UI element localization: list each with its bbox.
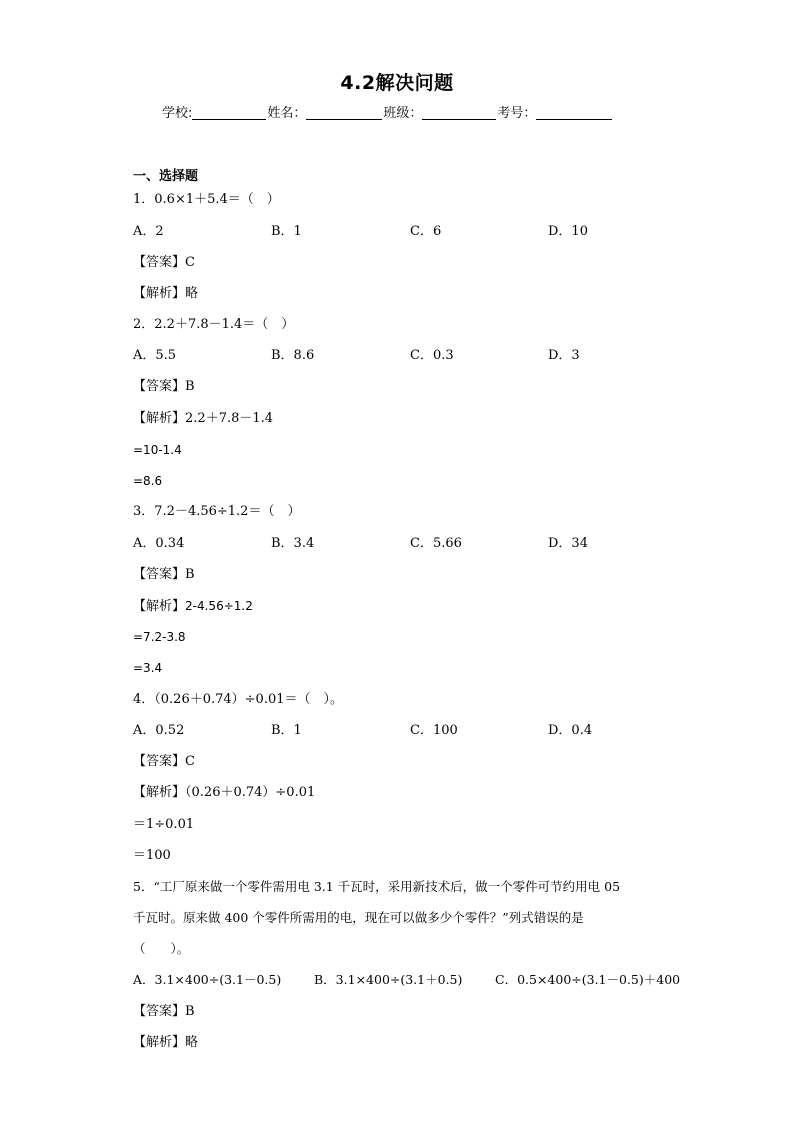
question-2-option-b: B．8.6 [271, 348, 315, 363]
question-2-option-a: A．5.5 [133, 348, 177, 363]
name-label: 姓名： [267, 106, 307, 121]
answer-value: B [185, 567, 195, 582]
question-2-analysis-step: =8.6 [133, 474, 163, 488]
question-2-answer [133, 378, 195, 396]
analysis-tag: 【解析】 [133, 785, 186, 800]
question-5-answer [133, 1003, 195, 1021]
page-title: 4.2解决问题 [340, 72, 454, 94]
question-3-analysis-step: =7.2-3.8 [133, 630, 186, 644]
name-blank [306, 105, 382, 120]
answer-tag: 【答案】 [133, 754, 186, 769]
student-info-line [162, 102, 613, 121]
question-5-option-a: A．3.1×400÷(3.1－0.5) [133, 972, 282, 987]
question-5-stem-line: 5．“工厂原来做一个零件需用电 3.1 千瓦时，采用新技术后，做一个零件可节约用电 05 [133, 879, 621, 894]
question-4-analysis-step: ＝1÷0.01 [133, 817, 195, 832]
section-title: 一、选择题 [133, 169, 199, 184]
question-3-answer [133, 566, 195, 584]
question-3-analysis-step: =3.4 [133, 661, 163, 675]
question-2-analysis [133, 410, 273, 428]
answer-value: C [185, 754, 195, 769]
question-3-option-b: B．3.4 [271, 536, 315, 551]
question-4-option-b: B．1 [271, 723, 302, 738]
question-1-stem: 1．0.6×1＋5.4＝（ ） [133, 192, 280, 207]
question-3-option-d: D．34 [548, 536, 588, 551]
question-1-answer [133, 254, 195, 272]
question-3-analysis [133, 597, 253, 616]
answer-value: B [185, 379, 195, 394]
answer-value: C [185, 255, 195, 270]
analysis-text: 略 [185, 1035, 199, 1050]
analysis-tag: 【解析】 [133, 286, 186, 301]
analysis-tag: 【解析】 [133, 599, 186, 614]
question-4-option-d: D．0.4 [548, 723, 593, 738]
school-label: 学校: [162, 106, 193, 121]
analysis-text: 2-4.56÷1.2 [185, 599, 253, 613]
analysis-tag: 【解析】 [133, 1035, 186, 1050]
answer-value: B [185, 1004, 195, 1019]
question-4-analysis [133, 784, 315, 802]
question-4-answer [133, 753, 195, 771]
answer-tag: 【答案】 [133, 255, 186, 270]
question-2-analysis-step: =10-1.4 [133, 443, 182, 457]
analysis-text: （0.26＋0.74）÷0.01 [185, 785, 316, 800]
analysis-text: 2.2＋7.8－1.4 [185, 411, 274, 426]
exam-no-blank [536, 105, 612, 120]
question-3-option-a: A．0.34 [133, 536, 185, 551]
question-3-option-c: C．5.66 [410, 536, 462, 551]
question-4-stem: 4．（0.26＋0.74）÷0.01＝（ ）。 [133, 692, 343, 707]
question-4-option-a: A．0.52 [133, 723, 185, 738]
answer-tag: 【答案】 [133, 567, 186, 582]
question-1-option-a: A．2 [133, 224, 164, 239]
school-blank [192, 105, 266, 120]
question-1-analysis [133, 285, 198, 303]
question-3-stem: 3．7.2－4.56÷1.2＝（ ） [133, 504, 301, 519]
class-blank [422, 105, 496, 120]
answer-tag: 【答案】 [133, 379, 186, 394]
question-5-stem-line: 千瓦时。原来做 400 个零件所需用的电，现在可以做多少个零件？”列式错误的是 [133, 910, 584, 925]
question-5-stem-line: （ ）。 [133, 941, 190, 956]
class-label: 班级： [383, 106, 423, 121]
question-1-option-d: D．10 [548, 224, 588, 239]
question-1-option-c: C．6 [410, 224, 442, 239]
question-1-option-b: B．1 [271, 224, 302, 239]
question-5-option-c: C．0.5×400÷(3.1－0.5)＋400 [495, 972, 681, 987]
question-5-option-b: B．3.1×400÷(3.1＋0.5) [314, 972, 463, 987]
question-4-option-c: C．100 [410, 723, 458, 738]
question-4-analysis-step: ＝100 [133, 848, 171, 863]
analysis-text: 略 [185, 286, 199, 301]
question-2-stem: 2．2.2＋7.8－1.4＝（ ） [133, 317, 295, 332]
exam-no-label: 考号： [497, 106, 537, 121]
question-2-option-d: D．3 [548, 348, 580, 363]
question-5-analysis [133, 1034, 198, 1052]
analysis-tag: 【解析】 [133, 411, 186, 426]
answer-tag: 【答案】 [133, 1004, 186, 1019]
question-2-option-c: C．0.3 [410, 348, 454, 363]
